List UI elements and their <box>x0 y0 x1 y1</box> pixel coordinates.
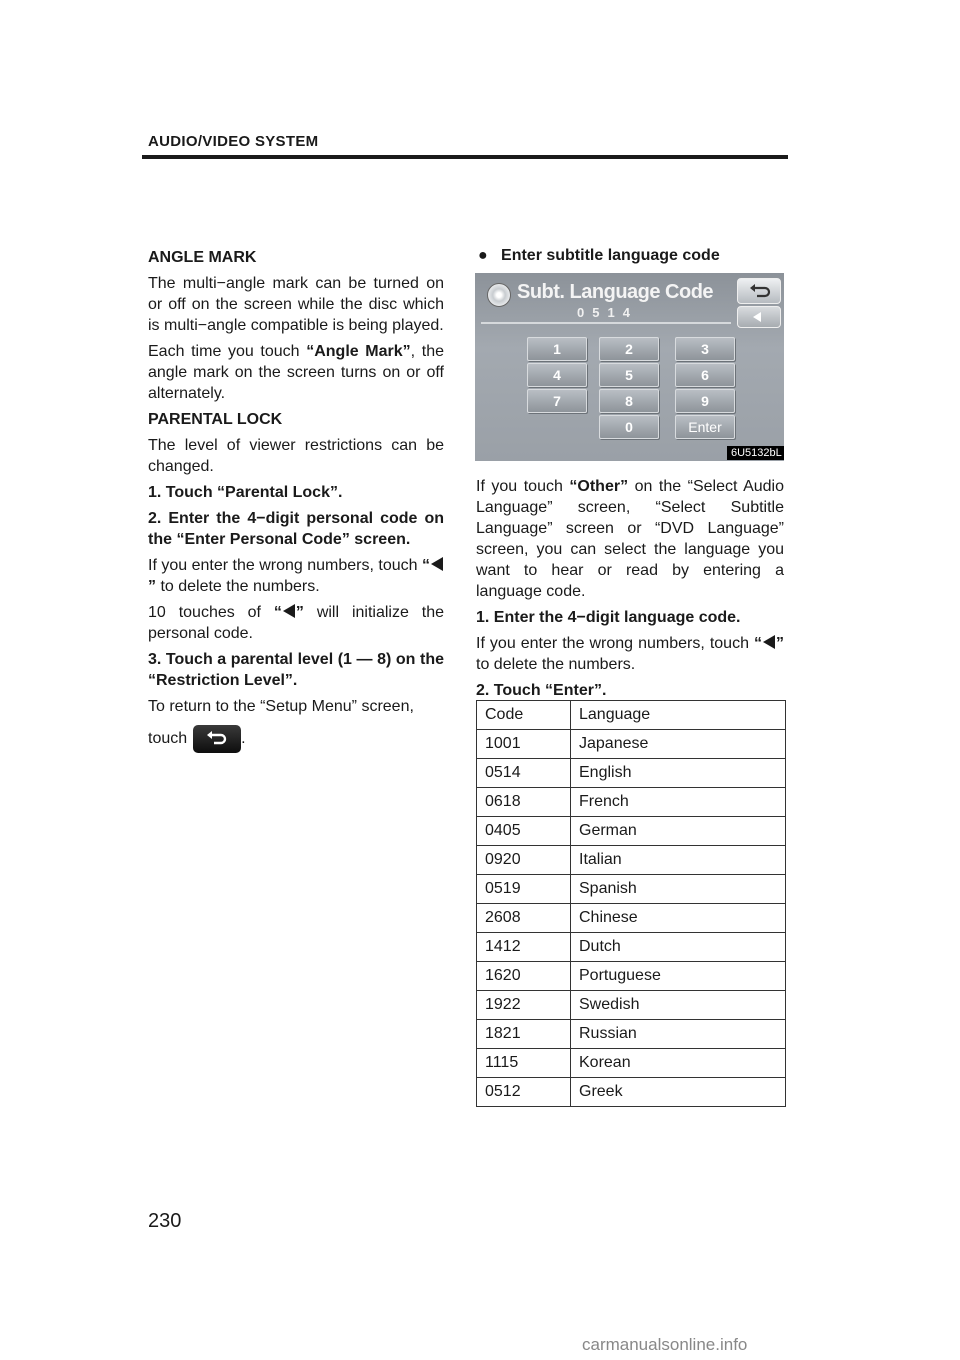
header-cell-language: Language <box>571 701 786 730</box>
code-cell: 0405 <box>477 817 571 846</box>
back-arrow-icon <box>763 635 775 649</box>
screen-title: Subt. Language Code <box>517 281 714 303</box>
return-touch-line <box>148 725 444 753</box>
table-row <box>477 817 786 846</box>
enter-key[interactable]: Enter <box>675 415 735 439</box>
right-column <box>476 476 784 706</box>
language-cell: Russian <box>571 1020 786 1049</box>
wrong-numbers-note-right <box>476 633 784 675</box>
key-1[interactable]: 1 <box>527 337 587 361</box>
table-row <box>477 875 786 904</box>
screen-return-button[interactable] <box>737 278 781 304</box>
key-0[interactable]: 0 <box>599 415 659 439</box>
text-run: on the “Select Audio Language” screen, “Select Subtitle Language” screen or “DVD Language” screen, you can select the language you want to hear or read by entering a language code. <box>476 478 785 600</box>
key-2[interactable]: 2 <box>599 337 659 361</box>
parental-step-3: 3. Touch a parental level (1 — 8) on the “Restriction Level”. <box>148 651 444 689</box>
back-arrow-icon <box>753 312 761 322</box>
key-8[interactable]: 8 <box>599 389 659 413</box>
table-body <box>477 701 786 1107</box>
text-run: will initialize the personal code. <box>148 604 444 642</box>
image-code-label: 6U5132bL <box>727 446 784 460</box>
code-cell: 1922 <box>477 991 571 1020</box>
code-cell: 1115 <box>477 1049 571 1078</box>
quote-close: ” <box>148 578 156 595</box>
language-cell: Italian <box>571 846 786 875</box>
code-cell: 0618 <box>477 788 571 817</box>
quote-close: ” <box>295 604 304 621</box>
language-cell: Korean <box>571 1049 786 1078</box>
bullet-icon: ● <box>478 247 488 264</box>
back-arrow-icon <box>431 557 443 571</box>
table-header-row <box>477 701 786 730</box>
angle-mark-button-ref: “Angle Mark” <box>306 343 411 360</box>
code-underline <box>481 322 731 324</box>
language-cell: German <box>571 817 786 846</box>
entered-code: 0514 <box>577 305 638 320</box>
bullet-heading-text: Enter subtitle language code <box>501 247 720 264</box>
table-row <box>477 933 786 962</box>
language-cell: Dutch <box>571 933 786 962</box>
header-cell-code: Code <box>477 701 571 730</box>
return-note: To return to the “Setup Menu” screen, <box>148 698 414 715</box>
quote-open: “ <box>273 604 282 621</box>
table-row <box>477 991 786 1020</box>
table-row <box>477 1049 786 1078</box>
code-cell: 0920 <box>477 846 571 875</box>
parental-step-1: 1. Touch “Parental Lock”. <box>148 484 343 501</box>
key-6[interactable]: 6 <box>675 363 735 387</box>
code-cell: 0514 <box>477 759 571 788</box>
left-column <box>148 247 444 758</box>
parental-step-2: 2. Enter the 4−digit personal code on the “Enter Personal Code” screen. <box>148 510 444 548</box>
code-cell: 1821 <box>477 1020 571 1049</box>
language-cell: Spanish <box>571 875 786 904</box>
text-run: If you enter the wrong numbers, touch <box>148 557 422 574</box>
key-7[interactable]: 7 <box>527 389 587 413</box>
subtitle-bullet-heading <box>478 247 720 265</box>
angle-mark-paragraph: The multi−angle mark can be turned on or off on the screen while the disc which is multi−angle compatible is being played. <box>148 275 444 334</box>
key-9[interactable]: 9 <box>675 389 735 413</box>
text-run: to delete the numbers. <box>476 656 636 673</box>
watermark: carmanualsonline.info <box>582 1335 748 1354</box>
header-rule <box>142 155 788 159</box>
return-icon <box>193 725 241 753</box>
table-row <box>477 788 786 817</box>
language-cell: French <box>571 788 786 817</box>
angle-mark-heading: ANGLE MARK <box>148 249 257 266</box>
language-code-table <box>476 700 786 1107</box>
text-run: . <box>241 730 246 748</box>
key-4[interactable]: 4 <box>527 363 587 387</box>
text-run: touch <box>148 730 188 748</box>
code-cell: 1001 <box>477 730 571 759</box>
language-step-2: 2. Touch “Enter”. <box>476 682 607 699</box>
quote-open: “ <box>754 635 762 652</box>
table-row <box>477 1078 786 1107</box>
text-run: to delete the numbers. <box>156 578 320 595</box>
code-cell: 0519 <box>477 875 571 904</box>
table-row <box>477 904 786 933</box>
text-run: If you touch <box>476 478 570 495</box>
quote-close: ” <box>776 635 784 652</box>
text-run: If you enter the wrong numbers, touch <box>476 635 754 652</box>
quote-open: “ <box>422 557 430 574</box>
language-cell: Swedish <box>571 991 786 1020</box>
table-row <box>477 962 786 991</box>
parental-lock-heading: PARENTAL LOCK <box>148 411 283 428</box>
wrong-numbers-note <box>148 555 444 597</box>
table-row <box>477 1020 786 1049</box>
return-icon <box>738 279 780 303</box>
table-row <box>477 759 786 788</box>
other-button-ref: “Other” <box>569 478 629 495</box>
angle-mark-toggle-paragraph <box>148 341 444 404</box>
initialize-note <box>148 602 444 644</box>
code-cell: 0512 <box>477 1078 571 1107</box>
parental-lock-paragraph: The level of viewer restrictions can be changed. <box>148 437 444 475</box>
back-arrow-icon <box>283 604 295 618</box>
text-run: 10 touches of <box>148 604 274 621</box>
key-5[interactable]: 5 <box>599 363 659 387</box>
section-header: AUDIO/VIDEO SYSTEM <box>148 133 319 150</box>
key-3[interactable]: 3 <box>675 337 735 361</box>
code-cell: 2608 <box>477 904 571 933</box>
code-cell: 1412 <box>477 933 571 962</box>
language-cell: Greek <box>571 1078 786 1107</box>
text-run: , the angle mark on the screen turns on or off alternately. <box>148 343 445 402</box>
text-run: Each time you touch <box>148 343 307 360</box>
language-cell: Portuguese <box>571 962 786 991</box>
table-row <box>477 846 786 875</box>
table-row <box>477 730 786 759</box>
language-cell: English <box>571 759 786 788</box>
page-number: 230 <box>148 1210 182 1232</box>
code-cell: 1620 <box>477 962 571 991</box>
language-step-1: 1. Enter the 4−digit language code. <box>476 609 741 626</box>
disc-icon <box>487 283 511 307</box>
subtitle-language-code-screen <box>475 273 784 461</box>
other-language-paragraph <box>476 476 784 602</box>
language-cell: Japanese <box>571 730 786 759</box>
delete-button[interactable] <box>737 306 781 328</box>
language-cell: Chinese <box>571 904 786 933</box>
